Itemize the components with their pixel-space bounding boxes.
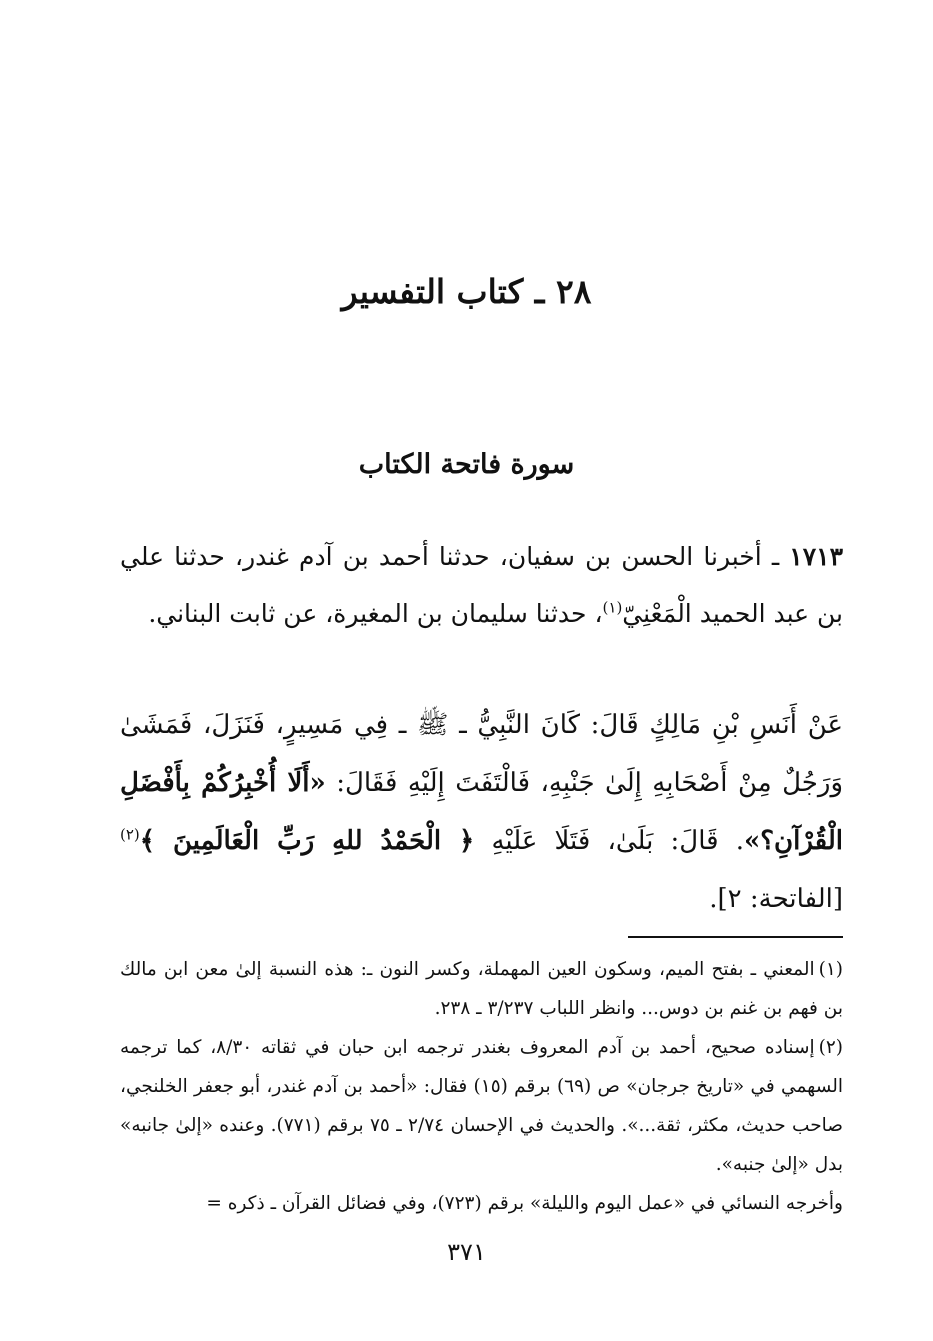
footnote-text: المعني ـ بفتح الميم، وسكون العين المهملة، وكسر النون ـ: هذه النسبة إلىٰ معن ابن مالك بن فهم بن غنم بن دوس... وانظر اللباب ٣/٢٣٧ ـ ٢٣٨. — [120, 959, 843, 1019]
footnote-number: (١) — [818, 959, 843, 980]
prophet-speech: «أَلَا أُخْبِرُكُمْ بِأَفْضَلِ الْقُرْآنِ؟» — [120, 768, 843, 856]
footnote-text: وأخرجه النسائي في «عمل اليوم والليلة» برقم (٧٢٣)، وفي فضائل القرآن ـ ذكره = — [206, 1193, 843, 1214]
surah-title: سورة فاتحة الكتاب — [358, 449, 575, 480]
footnote-number: (٢) — [818, 1037, 843, 1058]
matn-text-part-1: عَنْ أَنَسِ بْنِ مَالِكٍ قَالَ: كَانَ النَّبِيُّ ـ ﷺ ـ فِي مَسِيرٍ، فَنَزَلَ، فَمَشَىٰ وَرَجُلٌ مِنْ أَصْحَابِهِ إِلَىٰ جَنْبِهِ، فَالْتَفَتَ إِلَيْهِ فَقَالَ: — [120, 710, 843, 798]
hadith-number: ١٧١٣ — [789, 542, 843, 571]
footnote-ref-1: (١) — [602, 598, 623, 617]
isnad-text-part-1: ـ أخبرنا الحسن بن سفيان، حدثنا أحمد بن آدم غندر، حدثنا علي بن عبد الحميد الْمَعْنِيّ — [120, 542, 843, 628]
footnotes — [120, 950, 843, 1223]
footnote-ref-2: (٢) — [120, 825, 140, 844]
quran-ayah: ﴿ الْحَمْدُ للهِ رَبِّ الْعَالَمِينَ ﴾ — [139, 826, 475, 856]
chapter-title: ٢٨ ـ كتاب التفسير — [341, 272, 592, 311]
hadith-matn — [120, 696, 843, 928]
footnote-text: إسناده صحيح، أحمد بن آدم المعروف بغندر ترجمه ابن حبان في ثقاته ٨/٣٠، كما ترجمه السهمي في «تاريخ جرجان» ص (٦٩) برقم (١٥) فقال: «أحمد بن آدم غندر، أبو جعفر الخلنجي، صاحب حديث، مكثر، ثقة...». والحديث في الإحسان ٢/٧٤ ـ ٧٥ برقم (٧٧١). وعنده «إلىٰ جانبه» بدل «إلىٰ جنبه». — [120, 1037, 843, 1175]
surah-reference: [الفاتحة: ٢]. — [709, 884, 843, 914]
footnote-1 — [120, 950, 843, 1028]
matn-text-part-2: . قَالَ: بَلَىٰ، فَتَلَا عَلَيْهِ — [474, 826, 744, 856]
footnote-divider — [628, 936, 843, 938]
hadith-isnad — [120, 528, 843, 642]
page-number: ٣٧١ — [447, 1238, 486, 1266]
footnote-2 — [120, 1028, 843, 1184]
footnote-2-continued — [120, 1184, 843, 1223]
isnad-text-part-2: ، حدثنا سليمان بن المغيرة، عن ثابت البناني. — [148, 599, 603, 628]
